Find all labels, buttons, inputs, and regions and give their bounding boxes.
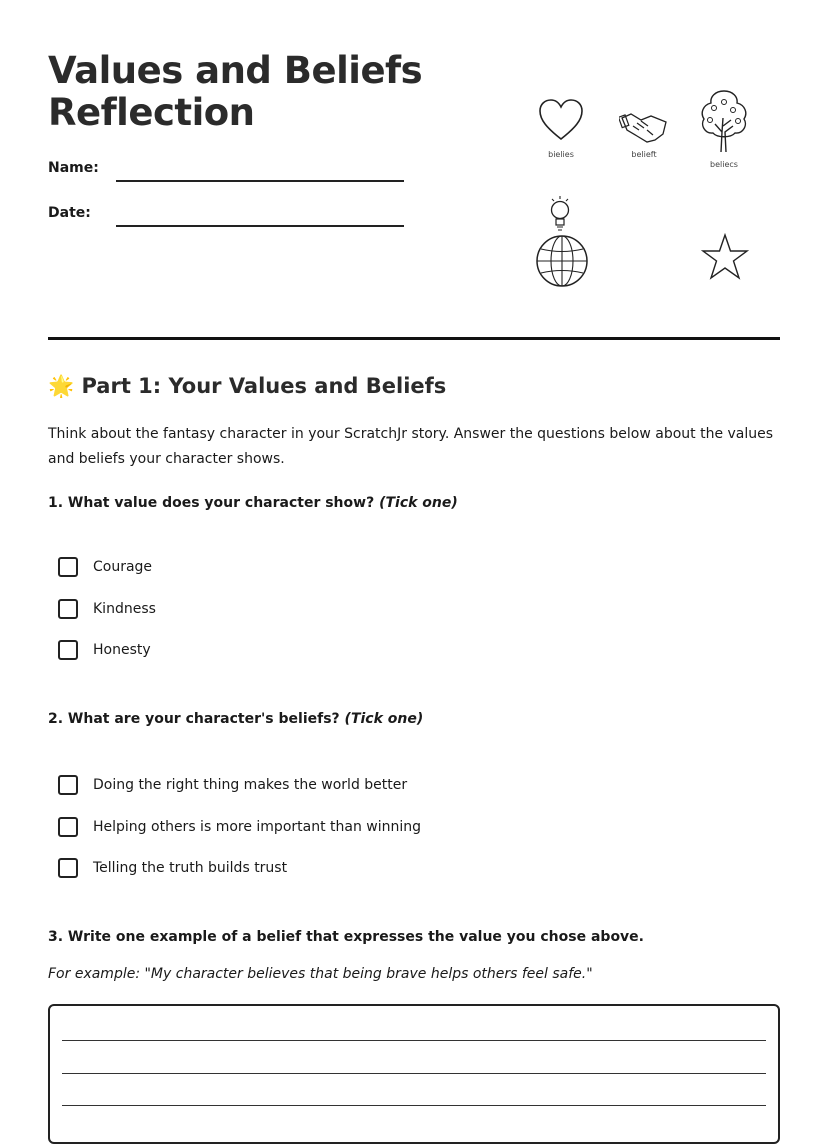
checkbox[interactable] (58, 599, 78, 619)
icon-cluster (530, 86, 770, 296)
question-2-hint: (Tick one) (344, 711, 424, 727)
question-3-example: For example: "My character believes that being brave helps others feel safe." (48, 966, 593, 982)
checkbox[interactable] (58, 557, 78, 577)
question-2 (48, 711, 423, 727)
section-divider (48, 337, 780, 340)
q1-option-honesty[interactable] (58, 638, 151, 662)
answer-line (62, 1073, 766, 1074)
checkbox[interactable] (58, 858, 78, 878)
name-label: Name: (48, 160, 99, 176)
question-1-text: 1. What value does your character show? (48, 495, 375, 511)
checkbox[interactable] (58, 640, 78, 660)
option-label: Doing the right thing makes the world better (93, 777, 408, 793)
heart-icon (536, 96, 586, 159)
option-label: Courage (93, 559, 153, 575)
answer-box[interactable] (48, 1004, 780, 1144)
option-label: Kindness (93, 601, 156, 617)
heart-caption: bielies (548, 150, 574, 159)
part1-intro: Think about the fantasy character in your ScratchJr story. Answer the questions below about the values and beliefs your character shows. (48, 426, 774, 467)
question-3-text: 3. Write one example of a belief that expresses the value you chose above. (48, 929, 644, 945)
option-label: Helping others is more important than winning (93, 819, 422, 835)
q2-option-right-thing[interactable] (58, 773, 407, 797)
option-label: Telling the truth builds trust (93, 860, 288, 876)
globe-icon (533, 233, 591, 293)
q2-option-helping-others[interactable] (58, 815, 421, 839)
q1-option-kindness[interactable] (58, 597, 156, 621)
date-label: Date: (48, 205, 91, 221)
answer-line (62, 1105, 766, 1106)
answer-line (62, 1040, 766, 1041)
q1-option-courage[interactable] (58, 555, 152, 579)
part1-title (48, 374, 446, 399)
handshake-icon (618, 108, 670, 159)
checkbox[interactable] (58, 775, 78, 795)
question-1 (48, 495, 458, 511)
question-2-text: 2. What are your character's beliefs? (48, 711, 340, 727)
part1-title-text: Part 1: Your Values and Beliefs (81, 374, 447, 398)
question-3 (48, 929, 644, 945)
q2-option-truth[interactable] (58, 856, 287, 880)
date-field (48, 205, 116, 221)
handshake-caption: belieft (631, 150, 657, 159)
page-title: Values and Beliefs Reflection (48, 49, 423, 134)
date-input-line[interactable] (116, 225, 404, 227)
tree-icon (696, 88, 752, 169)
tree-caption: beliecs (710, 160, 738, 169)
star-icon (700, 233, 750, 287)
lightbulb-icon (546, 194, 574, 236)
question-1-hint: (Tick one) (379, 495, 458, 511)
name-field (48, 160, 116, 176)
name-input-line[interactable] (116, 180, 404, 182)
option-label: Honesty (93, 642, 151, 658)
star-emoji-icon: 🌟 (48, 374, 75, 398)
checkbox[interactable] (58, 817, 78, 837)
